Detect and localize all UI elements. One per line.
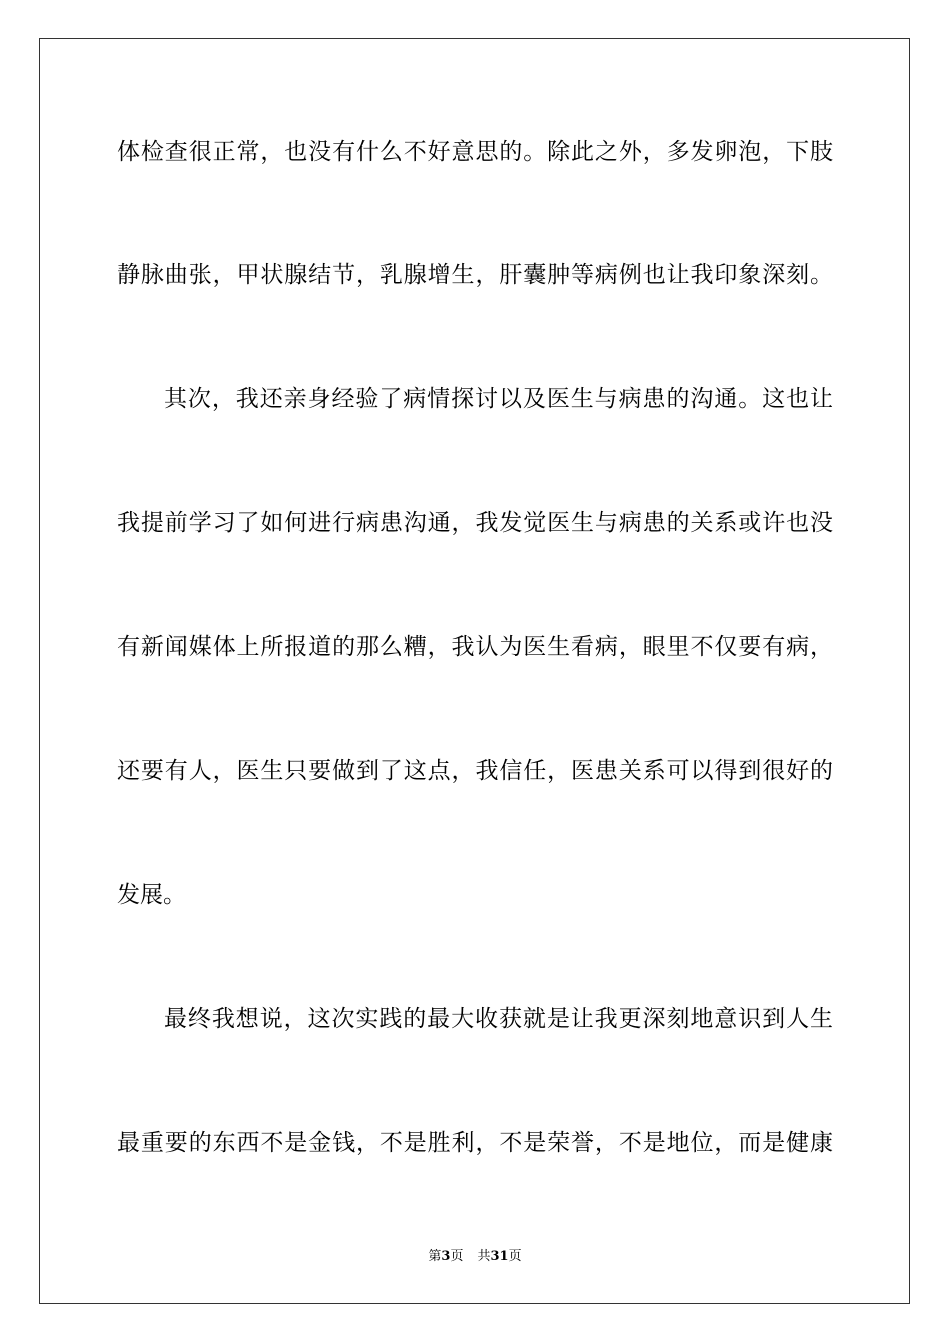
footer-total-prefix: 共 — [477, 1249, 491, 1264]
footer-page-prefix: 第 — [428, 1249, 442, 1264]
footer-total-suffix: 页 — [508, 1249, 522, 1264]
text-line-7: 发展。 — [117, 882, 186, 908]
text-line-8-paragraph-start: 最终我想说，这次实践的最大收获就是让我更深刻地意识到人生 — [164, 1006, 833, 1032]
page-footer — [0, 1248, 950, 1266]
footer-page-number: 3 — [441, 1249, 451, 1264]
text-line-2: 静脉曲张，甲状腺结节，乳腺增生，肝囊肿等病例也让我印象深刻。 — [117, 262, 833, 288]
text-line-6: 还要有人，医生只要做到了这点，我信任，医患关系可以得到很好的 — [117, 758, 833, 784]
text-line-9: 最重要的东西不是金钱，不是胜利，不是荣誉，不是地位，而是健康 — [117, 1130, 833, 1156]
footer-total-pages: 31 — [490, 1249, 509, 1264]
text-line-4: 我提前学习了如何进行病患沟通，我发觉医生与病患的关系或许也没 — [117, 510, 833, 536]
page-border — [39, 38, 910, 1304]
text-line-5: 有新闻媒体上所报道的那么糟，我认为医生看病，眼里不仅要有病， — [117, 634, 833, 660]
text-line-3-paragraph-start: 其次，我还亲身经验了病情探讨以及医生与病患的沟通。这也让 — [164, 386, 833, 412]
text-line-1: 体检查很正常，也没有什么不好意思的。除此之外，多发卵泡，下肢 — [117, 139, 833, 165]
footer-page-suffix: 页 — [450, 1249, 464, 1264]
